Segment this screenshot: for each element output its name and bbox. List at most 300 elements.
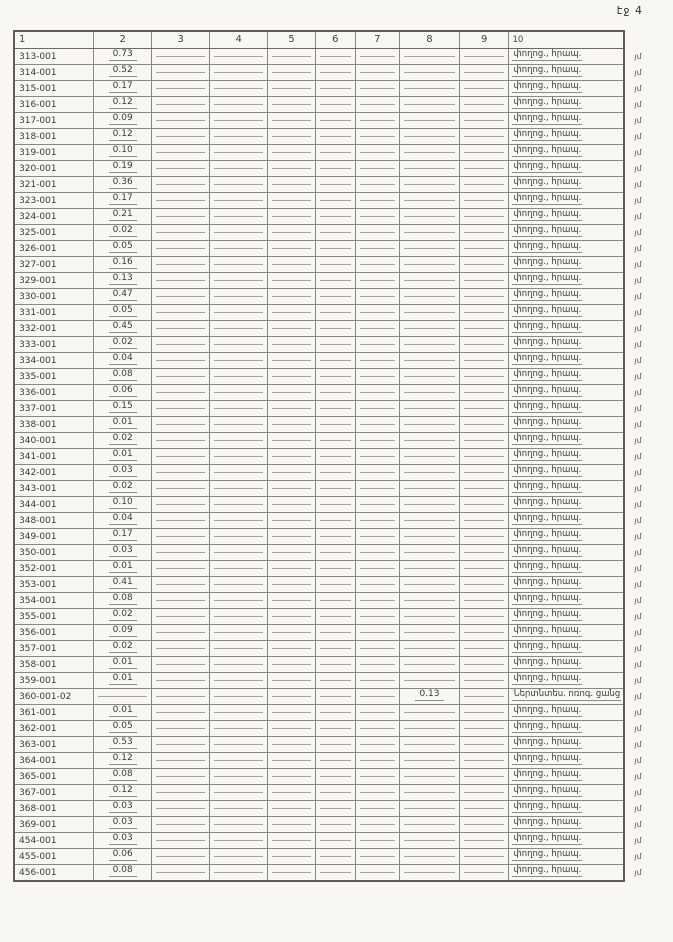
area-value-cell — [94, 817, 152, 833]
empty-cell — [268, 561, 316, 577]
row-id-cell: 344-001 — [14, 497, 94, 513]
col8-value-cell — [400, 369, 460, 385]
table-row — [14, 753, 672, 769]
empty-cell — [152, 129, 210, 145]
empty-cell — [316, 257, 356, 273]
cell-text: փողոց., հրապ. — [513, 161, 582, 171]
header-cell: 6 — [316, 31, 356, 49]
landuse-cell — [509, 513, 624, 529]
empty-cell — [355, 161, 400, 177]
empty-cell — [355, 449, 400, 465]
landuse-cell — [509, 737, 624, 753]
cell-text: փողոց., հրապ. — [513, 449, 582, 459]
table-row — [14, 817, 672, 833]
row-id-cell: 334-001 — [14, 353, 94, 369]
empty-cell — [316, 353, 356, 369]
empty-cell — [316, 465, 356, 481]
empty-cell — [459, 865, 509, 882]
empty-cell — [459, 209, 509, 225]
row-id-cell: 335-001 — [14, 369, 94, 385]
empty-cell — [459, 97, 509, 113]
empty-cell — [355, 785, 400, 801]
empty-cell — [316, 865, 356, 882]
margin-mark: յմ — [634, 419, 642, 429]
empty-cell — [316, 273, 356, 289]
cell-text: փողոց., հրապ. — [513, 529, 582, 539]
landuse-cell — [509, 161, 624, 177]
empty-cell — [152, 65, 210, 81]
empty-cell — [152, 833, 210, 849]
table-row — [14, 97, 672, 113]
empty-cell — [316, 49, 356, 65]
empty-cell — [152, 49, 210, 65]
table-row — [14, 369, 672, 385]
cell-text: 0.08 — [109, 865, 137, 877]
cell-text: 0.08 — [109, 369, 137, 381]
area-value-cell — [94, 225, 152, 241]
landuse-cell — [509, 849, 624, 865]
empty-cell — [459, 689, 509, 705]
empty-cell — [210, 705, 268, 721]
empty-cell — [210, 417, 268, 433]
empty-cell — [316, 705, 356, 721]
cell-text: փողոց., հրապ. — [513, 177, 582, 187]
col8-value-cell — [400, 705, 460, 721]
empty-cell — [316, 449, 356, 465]
cell-text: 0.47 — [109, 289, 137, 301]
margin-mark: յմ — [634, 211, 642, 221]
area-value-cell — [94, 321, 152, 337]
area-value-cell — [94, 433, 152, 449]
empty-cell — [152, 305, 210, 321]
cell-text: փողոց., հրապ. — [513, 721, 582, 731]
empty-cell — [316, 481, 356, 497]
table-row — [14, 385, 672, 401]
row-id-cell: 316-001 — [14, 97, 94, 113]
empty-cell — [210, 433, 268, 449]
col8-value-cell — [400, 721, 460, 737]
row-id-cell: 349-001 — [14, 529, 94, 545]
empty-cell — [152, 673, 210, 689]
col8-value-cell — [400, 657, 460, 673]
empty-cell — [268, 577, 316, 593]
margin-mark: յմ — [634, 467, 642, 477]
table-row — [14, 401, 672, 417]
cell-text: փողոց., հրապ. — [513, 673, 582, 683]
cell-text: 0.02 — [109, 481, 137, 493]
margin-mark: յմ — [634, 643, 642, 653]
empty-cell — [152, 177, 210, 193]
landuse-cell — [509, 833, 624, 849]
cell-text: փողոց., հրապ. — [513, 49, 582, 59]
empty-cell — [316, 145, 356, 161]
empty-cell — [268, 865, 316, 882]
margin-mark: յմ — [634, 787, 642, 797]
table-row — [14, 177, 672, 193]
cell-text: 0.03 — [109, 817, 137, 829]
cell-text: 0.16 — [109, 257, 137, 269]
row-id-cell: 325-001 — [14, 225, 94, 241]
empty-cell — [210, 225, 268, 241]
col8-value-cell — [400, 465, 460, 481]
col8-value-cell — [400, 289, 460, 305]
margin-mark: յմ — [634, 563, 642, 573]
cell-text: 0.21 — [109, 209, 137, 221]
cell-text: փողոց., հրապ. — [513, 65, 582, 75]
empty-cell — [210, 177, 268, 193]
landuse-cell — [509, 433, 624, 449]
cell-text: փողոց., հրապ. — [513, 145, 582, 155]
row-id-cell: 323-001 — [14, 193, 94, 209]
empty-cell — [210, 657, 268, 673]
empty-cell — [152, 545, 210, 561]
margin-mark: յմ — [634, 51, 642, 61]
row-id-cell: 318-001 — [14, 129, 94, 145]
empty-cell — [152, 113, 210, 129]
row-id-cell: 367-001 — [14, 785, 94, 801]
empty-cell — [152, 561, 210, 577]
cell-text: 0.01 — [109, 449, 137, 461]
empty-cell — [268, 753, 316, 769]
cell-text: փողոց., հրապ. — [513, 577, 582, 587]
landuse-cell — [509, 241, 624, 257]
empty-cell — [152, 865, 210, 882]
empty-cell — [316, 161, 356, 177]
col8-value-cell — [400, 417, 460, 433]
landuse-cell — [509, 721, 624, 737]
empty-cell — [152, 161, 210, 177]
area-value-cell — [94, 705, 152, 721]
empty-cell — [268, 673, 316, 689]
area-value-cell — [94, 257, 152, 273]
table-row — [14, 593, 672, 609]
area-value-cell — [94, 721, 152, 737]
area-value-cell — [94, 865, 152, 882]
header-cell: 3 — [152, 31, 210, 49]
cell-text: 0.17 — [109, 193, 137, 205]
empty-cell — [316, 97, 356, 113]
empty-cell — [210, 369, 268, 385]
cell-text: փողոց., հրապ. — [513, 273, 582, 283]
page-number-label: էջ 4 — [616, 4, 643, 17]
empty-cell — [355, 385, 400, 401]
margin-mark: յմ — [634, 531, 642, 541]
empty-cell — [268, 769, 316, 785]
margin-mark: յմ — [634, 611, 642, 621]
empty-cell — [268, 705, 316, 721]
empty-cell — [459, 465, 509, 481]
cell-text: 0.41 — [109, 577, 137, 589]
col8-value-cell — [400, 753, 460, 769]
margin-mark: յմ — [634, 451, 642, 461]
landuse-cell — [509, 705, 624, 721]
margin-mark: յմ — [634, 339, 642, 349]
cell-text: 0.13 — [109, 273, 137, 285]
margin-mark: յմ — [634, 499, 642, 509]
empty-cell — [152, 337, 210, 353]
empty-cell — [210, 257, 268, 273]
empty-cell — [152, 273, 210, 289]
empty-cell — [210, 673, 268, 689]
empty-cell — [459, 113, 509, 129]
cell-text: 0.17 — [109, 81, 137, 93]
cell-text: փողոց., հրապ. — [513, 465, 582, 475]
empty-cell — [268, 481, 316, 497]
landuse-cell — [509, 193, 624, 209]
empty-cell — [459, 529, 509, 545]
row-id-cell: 342-001 — [14, 465, 94, 481]
row-id-cell: 454-001 — [14, 833, 94, 849]
area-value-cell — [94, 577, 152, 593]
table-row — [14, 257, 672, 273]
empty-cell — [268, 465, 316, 481]
cell-text: փողոց., հրապ. — [513, 833, 582, 843]
col8-value-cell — [400, 449, 460, 465]
cell-text: 0.02 — [109, 337, 137, 349]
area-value-cell — [94, 337, 152, 353]
row-id-cell: 356-001 — [14, 625, 94, 641]
empty-cell — [152, 225, 210, 241]
cell-text: 0.09 — [109, 113, 137, 125]
landuse-cell — [509, 417, 624, 433]
table-row — [14, 113, 672, 129]
row-id-cell: 340-001 — [14, 433, 94, 449]
landuse-cell — [509, 257, 624, 273]
margin-mark: յմ — [634, 803, 642, 813]
empty-cell — [152, 849, 210, 865]
empty-cell — [152, 449, 210, 465]
empty-cell — [355, 321, 400, 337]
empty-cell — [355, 657, 400, 673]
area-value-cell — [94, 529, 152, 545]
row-id-cell: 338-001 — [14, 417, 94, 433]
landuse-cell — [509, 865, 624, 882]
margin-mark: յմ — [634, 67, 642, 77]
empty-cell — [316, 737, 356, 753]
col8-value-cell — [400, 257, 460, 273]
empty-cell — [268, 433, 316, 449]
margin-mark: յմ — [634, 755, 642, 765]
table-row — [14, 417, 672, 433]
empty-cell — [355, 433, 400, 449]
empty-cell — [210, 401, 268, 417]
empty-cell — [210, 833, 268, 849]
area-value-cell — [94, 353, 152, 369]
empty-cell — [355, 225, 400, 241]
empty-cell — [210, 97, 268, 113]
landuse-cell — [509, 209, 624, 225]
empty-cell — [152, 609, 210, 625]
margin-mark: յմ — [634, 115, 642, 125]
cell-text: փողոց., հրապ. — [513, 753, 582, 763]
header-cell: 10 — [509, 31, 624, 49]
area-value-cell — [94, 625, 152, 641]
row-id-cell: 362-001 — [14, 721, 94, 737]
empty-cell — [316, 113, 356, 129]
empty-cell — [268, 273, 316, 289]
landuse-cell — [509, 753, 624, 769]
empty-cell — [210, 737, 268, 753]
empty-cell — [210, 529, 268, 545]
row-id-cell: 336-001 — [14, 385, 94, 401]
cell-text: փողոց., հրապ. — [513, 225, 582, 235]
empty-cell — [152, 753, 210, 769]
empty-cell — [268, 129, 316, 145]
landuse-cell — [509, 657, 624, 673]
empty-cell — [459, 305, 509, 321]
cell-text: 0.03 — [109, 465, 137, 477]
margin-mark: յմ — [634, 291, 642, 301]
cadastre-table — [13, 30, 673, 882]
table-row — [14, 865, 672, 882]
empty-cell — [355, 513, 400, 529]
cell-text: 0.04 — [109, 353, 137, 365]
cell-text: 0.36 — [109, 177, 137, 189]
empty-cell — [152, 689, 210, 705]
cell-text: 0.06 — [109, 385, 137, 397]
margin-mark: յմ — [634, 195, 642, 205]
empty-cell — [459, 177, 509, 193]
margin-mark: յմ — [634, 771, 642, 781]
empty-cell — [152, 481, 210, 497]
area-value-cell — [94, 545, 152, 561]
empty-cell — [316, 241, 356, 257]
row-id-cell: 369-001 — [14, 817, 94, 833]
empty-cell — [268, 497, 316, 513]
area-value-cell — [94, 193, 152, 209]
table-row — [14, 833, 672, 849]
cell-text: փողոց., հրապ. — [513, 193, 582, 203]
empty-cell — [268, 305, 316, 321]
empty-cell — [355, 129, 400, 145]
empty-cell — [210, 785, 268, 801]
cell-text: 0.06 — [109, 849, 137, 861]
table-row — [14, 273, 672, 289]
margin-mark: յմ — [634, 275, 642, 285]
empty-cell — [355, 65, 400, 81]
empty-cell — [459, 225, 509, 241]
landuse-cell — [509, 385, 624, 401]
col8-value-cell — [400, 225, 460, 241]
row-id-cell: 321-001 — [14, 177, 94, 193]
empty-cell — [459, 273, 509, 289]
row-id-cell: 364-001 — [14, 753, 94, 769]
col8-value-cell — [400, 481, 460, 497]
empty-cell — [355, 401, 400, 417]
cell-text: 0.73 — [109, 49, 137, 61]
margin-mark: յմ — [634, 227, 642, 237]
row-id-cell: 319-001 — [14, 145, 94, 161]
margin-mark: յմ — [634, 387, 642, 397]
cell-text: փողոց., հրապ. — [513, 785, 582, 795]
landuse-cell — [509, 641, 624, 657]
header-cell: 9 — [459, 31, 509, 49]
landuse-cell — [509, 337, 624, 353]
cell-text: փողոց., հրապ. — [513, 369, 582, 379]
empty-cell — [459, 193, 509, 209]
cell-text: 0.01 — [109, 673, 137, 685]
empty-cell — [268, 113, 316, 129]
area-value-cell — [94, 273, 152, 289]
empty-cell — [152, 769, 210, 785]
cell-text: 0.10 — [109, 497, 137, 509]
cell-text: 0.08 — [109, 593, 137, 605]
col8-value-cell — [400, 65, 460, 81]
empty-cell — [316, 593, 356, 609]
margin-mark: յմ — [634, 627, 642, 637]
col8-value-cell — [400, 769, 460, 785]
empty-cell — [459, 737, 509, 753]
row-id-cell: 350-001 — [14, 545, 94, 561]
area-value-cell — [94, 241, 152, 257]
empty-cell — [316, 625, 356, 641]
col8-value-cell — [400, 209, 460, 225]
empty-cell — [210, 209, 268, 225]
area-value-cell — [94, 449, 152, 465]
table-row — [14, 577, 672, 593]
empty-cell — [459, 353, 509, 369]
empty-cell — [152, 705, 210, 721]
col8-value-cell — [400, 385, 460, 401]
table-row — [14, 289, 672, 305]
empty-cell — [355, 481, 400, 497]
cell-text: 0.12 — [109, 129, 137, 141]
empty-cell — [268, 241, 316, 257]
empty-cell — [459, 49, 509, 65]
empty-cell — [210, 481, 268, 497]
empty-cell — [210, 161, 268, 177]
area-value-cell — [94, 657, 152, 673]
empty-cell — [355, 753, 400, 769]
empty-cell — [210, 81, 268, 97]
row-id-cell: 332-001 — [14, 321, 94, 337]
empty-cell — [210, 241, 268, 257]
empty-cell — [355, 801, 400, 817]
cell-text: 0.02 — [109, 609, 137, 621]
empty-cell — [459, 417, 509, 433]
cell-text: 0.01 — [109, 417, 137, 429]
table-row — [14, 737, 672, 753]
row-id-cell: 357-001 — [14, 641, 94, 657]
empty-cell — [268, 849, 316, 865]
empty-cell — [459, 369, 509, 385]
empty-cell — [210, 801, 268, 817]
empty-cell — [316, 849, 356, 865]
empty-cell — [268, 353, 316, 369]
row-id-cell: 314-001 — [14, 65, 94, 81]
empty-cell — [355, 609, 400, 625]
col8-value-cell — [400, 561, 460, 577]
row-id-cell: 327-001 — [14, 257, 94, 273]
cell-text: փողոց., հրապ. — [513, 321, 582, 331]
empty-cell — [459, 577, 509, 593]
col8-value-cell — [400, 321, 460, 337]
cell-text: 0.04 — [109, 513, 137, 525]
col8-value-cell — [400, 625, 460, 641]
row-id-cell: 360-001-02 — [14, 689, 94, 705]
cell-text: փողոց., հրապ. — [513, 305, 582, 315]
margin-mark: յմ — [634, 579, 642, 589]
cell-text: փողոց., հրապ. — [513, 417, 582, 427]
empty-cell — [152, 801, 210, 817]
table-row — [14, 641, 672, 657]
empty-cell — [459, 673, 509, 689]
area-value-cell — [94, 641, 152, 657]
margin-mark: յմ — [634, 691, 642, 701]
margin-mark: յմ — [634, 403, 642, 413]
cell-text: փողոց., հրապ. — [513, 257, 582, 267]
margin-mark: յմ — [634, 675, 642, 685]
